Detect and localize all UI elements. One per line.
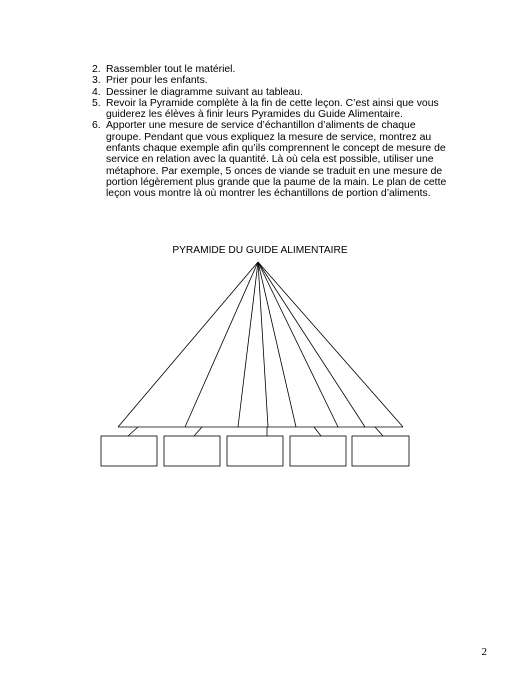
- food-group-box-4: [290, 436, 346, 466]
- instruction-text: Dessiner le diagramme suivant au tableau.: [106, 86, 303, 98]
- box-connector: [314, 427, 321, 436]
- box-connector: [194, 427, 202, 436]
- instruction-number: 5.: [92, 97, 101, 109]
- page-number: 2: [481, 646, 487, 658]
- instruction-number: 4.: [92, 86, 101, 98]
- food-group-box-2: [164, 436, 220, 466]
- food-group-box-3: [227, 436, 283, 466]
- box-connector: [375, 427, 383, 436]
- pyramid-divider: [238, 262, 258, 427]
- instruction-text: Apporter une mesure de service d’échantillon d’aliments de chaque groupe. Pendant que vous expliquez la mesure de service, montrez au enfants chaque exemple afin qu’ils comprennent le concept de mesure de service en relation avec la quantité. Là où cela est possible, utiliser une métaphore. Par exemple, 5 onces de viande se traduit en une mesure de portion légèrement plus grande que la paume de la main. Le plan de cette leçon vous montre là où montrer les échantillons de portion d’aliments.: [106, 120, 447, 200]
- instruction-text: Prier pour les enfants.: [106, 75, 208, 87]
- pyramid-divider: [258, 262, 296, 427]
- pyramid-edge-right: [258, 262, 403, 427]
- instruction-number: 3.: [92, 75, 101, 87]
- food-group-box-5: [352, 436, 409, 466]
- instruction-text: Revoir la Pyramide complète à la fin de cette leçon. C’est ainsi que vous guiderez les élèves à finir leurs Pyramides du Guide Alimentaire.: [106, 97, 439, 121]
- instruction-number: 6.: [92, 120, 101, 132]
- pyramid-title: PYRAMIDE DU GUIDE ALIMENTAIRE: [172, 245, 348, 256]
- pyramid-divider: [185, 262, 258, 427]
- box-connector: [128, 427, 138, 436]
- instruction-text: Rassembler tout le matériel.: [106, 64, 236, 75]
- pyramid-divider: [258, 262, 365, 427]
- pyramid-divider: [258, 262, 338, 427]
- pyramid-edge-left: [118, 262, 258, 427]
- instruction-number: 2.: [92, 64, 101, 75]
- pyramid-divider: [258, 262, 268, 427]
- food-group-box-1: [101, 436, 157, 466]
